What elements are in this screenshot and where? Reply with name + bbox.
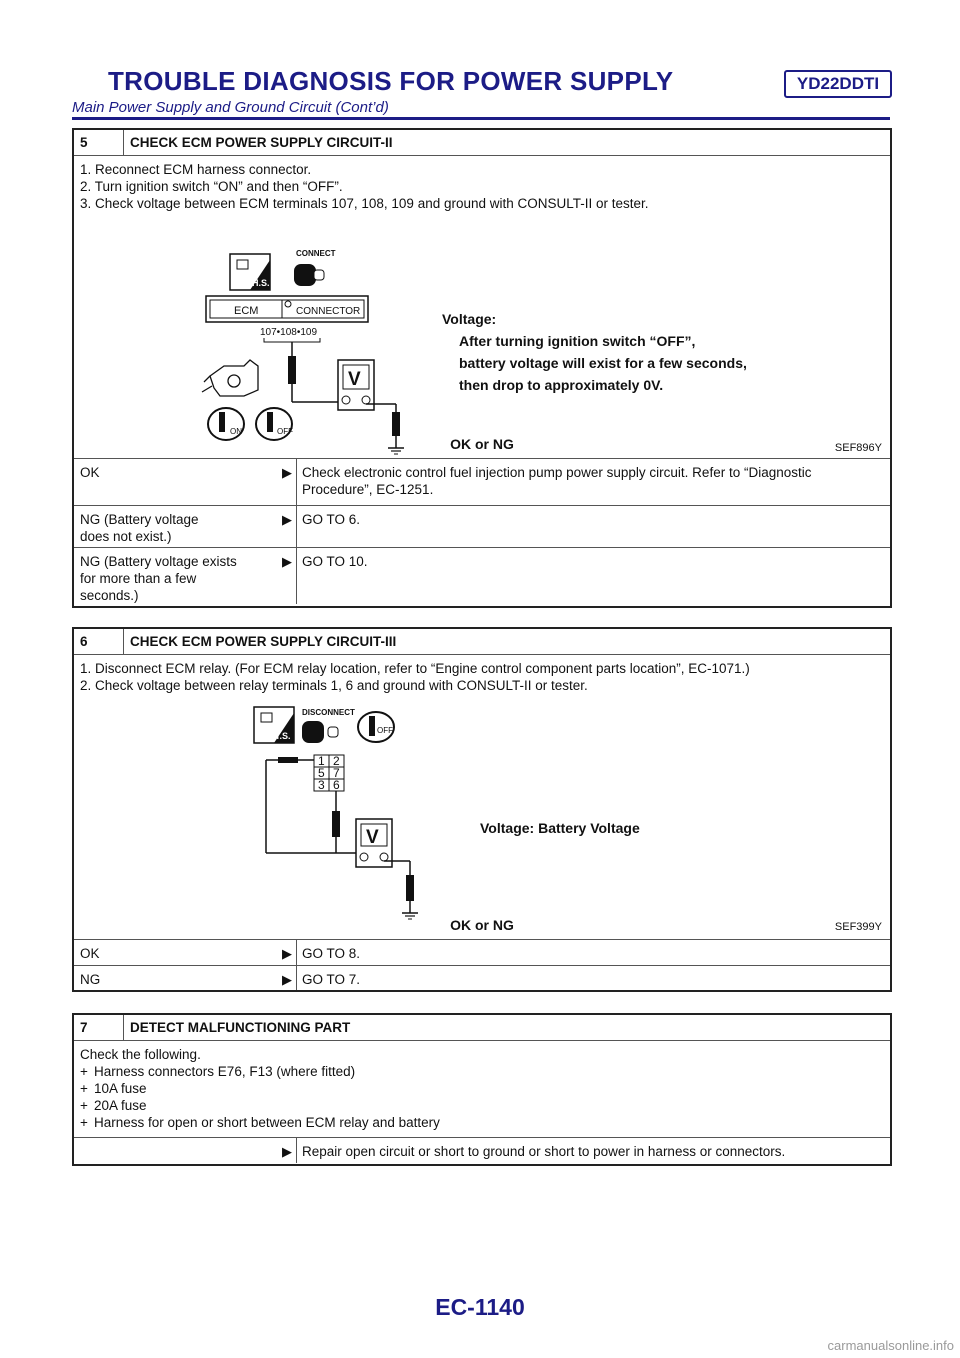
hs-label: H.S. [252,278,270,288]
section-5-title: CHECK ECM POWER SUPPLY CIRCUIT-II [130,135,393,150]
terminal-6: 6 [333,778,340,792]
section-6-body [74,654,890,939]
result-condition: OK [80,946,100,961]
arrow-icon: ▶ [282,512,292,527]
list-item: + 20A fuse [80,1098,147,1113]
figure-reference: SEF896Y [834,442,882,454]
meter-label: V [366,827,379,848]
key-on-label: ON [230,427,242,436]
bullet-icon: + [80,1115,88,1130]
key-off-label: OFF [377,726,393,735]
section-5 [72,128,892,608]
key-off-icon [358,712,394,742]
relay-voltage-figure [74,699,890,939]
page-subtitle: Main Power Supply and Ground Circuit (Cont’d) [72,99,389,116]
bullet-icon: + [80,1081,88,1096]
arrow-icon: ▶ [282,1144,292,1159]
connector-label: CONNECTOR [296,306,361,317]
arrow-icon: ▶ [282,554,292,569]
voltmeter-icon [356,819,392,867]
header-divider [72,117,890,120]
terminal-1: 1 [318,754,325,768]
section-7-number: 7 [74,1015,124,1040]
section-6-header [74,629,890,654]
voltmeter-icon [338,360,374,410]
section-6-number: 6 [74,629,124,654]
ts-tool-icon [254,707,294,743]
section-5-header [74,130,890,155]
voltage-spec [442,308,747,396]
section-5-body [74,155,890,458]
section-7-header [74,1015,890,1040]
probe-positive [288,356,296,384]
voltage-spec [480,817,640,839]
ecm-label: ECM [234,305,259,317]
result-row [74,505,890,547]
ts-label: T.S. [275,731,291,741]
section-7 [72,1013,892,1166]
voltage-line: After turning ignition switch “OFF”, [459,333,696,349]
result-row [74,965,890,990]
figure-reference: SEF399Y [834,921,882,933]
ok-or-ng-label: OK or NG [450,917,514,933]
disconnect-label: DISCONNECT [302,708,355,717]
result-row [74,458,890,505]
result-action: Check electronic control fuel injection pump power supply circuit. Refer to “Diagnostic Procedure”, EC-1251. [302,465,812,497]
result-row [74,547,890,604]
result-row [74,1137,890,1163]
section-7-body [74,1040,890,1137]
engine-code-badge: YD22DDTI [784,70,892,98]
terminal-3: 3 [318,778,325,792]
relay-terminal-block [314,754,344,792]
list-item: + Harness connectors E76, F13 (where fitted) [80,1064,356,1079]
section-5-steps [74,156,890,212]
terminal-7: 7 [333,766,340,780]
terminal-2: 2 [333,754,340,768]
section-6 [72,627,892,992]
step: 2. Turn ignition switch “ON” and then “OFF”. [80,179,343,194]
bullet-icon: + [80,1098,88,1113]
voltage-line: battery voltage will exist for a few seconds, [459,355,747,371]
section-6-title: CHECK ECM POWER SUPPLY CIRCUIT-III [130,634,397,649]
result-action: GO TO 10. [302,554,368,569]
probe-negative-relay [332,811,340,837]
check-intro: Check the following. [80,1047,201,1062]
list-item: + 10A fuse [80,1081,147,1096]
arrow-icon: ▶ [282,465,292,480]
engine-icon [202,360,258,396]
terminals-label: 107•108•109 [260,327,318,338]
arrow-icon: ▶ [282,946,292,961]
ok-or-ng-label: OK or NG [450,436,514,452]
connector-plug-icon [294,264,324,286]
voltage-line: then drop to approximately 0V. [459,377,664,393]
arrow-icon: ▶ [282,972,292,987]
result-row [74,939,890,965]
step: 1. Reconnect ECM harness connector. [80,162,312,177]
result-action: GO TO 7. [302,972,361,987]
step: 2. Check voltage between relay terminals 1, 6 and ground with CONSULT-II or tester. [80,678,588,693]
result-condition: OK [80,465,100,480]
list-item: + Harness for open or short between ECM relay and battery [80,1115,440,1130]
probe-ground [406,875,414,901]
key-off-label: OFF [277,427,293,436]
meter-label: V [348,369,361,390]
result-condition: NG (Battery voltage does not exist.) [80,512,199,544]
step: 3. Check voltage between ECM terminals 107, 108, 109 and ground with CONSULT-II or tester. [80,196,649,211]
result-action: Repair open circuit or short to ground or short to power in harness or connectors. [302,1144,786,1159]
result-action: GO TO 8. [302,946,361,961]
connect-label: CONNECT [296,249,336,258]
result-condition: NG [80,972,101,987]
watermark: carmanualsonline.info [827,1338,954,1353]
section-6-steps [74,655,890,694]
result-condition: NG (Battery voltage exists for more than a few seconds.) [80,554,237,603]
bullet-icon: + [80,1064,88,1079]
connector-plug-icon [302,721,338,743]
probe-negative [392,412,400,436]
check-list [74,1041,890,1131]
result-action: GO TO 6. [302,512,361,527]
hs-tool-icon [230,254,270,290]
ecm-connector-box [206,296,368,322]
section-5-number: 5 [74,130,124,155]
section-7-title: DETECT MALFUNCTIONING PART [130,1020,351,1035]
step: 1. Disconnect ECM relay. (For ECM relay location, refer to “Engine control component parts location”, EC-1071.) [80,661,750,676]
ecm-voltage-figure [74,216,890,456]
page-number: EC-1140 [435,1294,525,1320]
page-title: TROUBLE DIAGNOSIS FOR POWER SUPPLY [108,66,674,96]
voltage-line: Voltage: Battery Voltage [480,820,640,836]
voltage-line: Voltage: [442,311,497,327]
terminal-5: 5 [318,766,325,780]
probe-positive [278,757,298,763]
